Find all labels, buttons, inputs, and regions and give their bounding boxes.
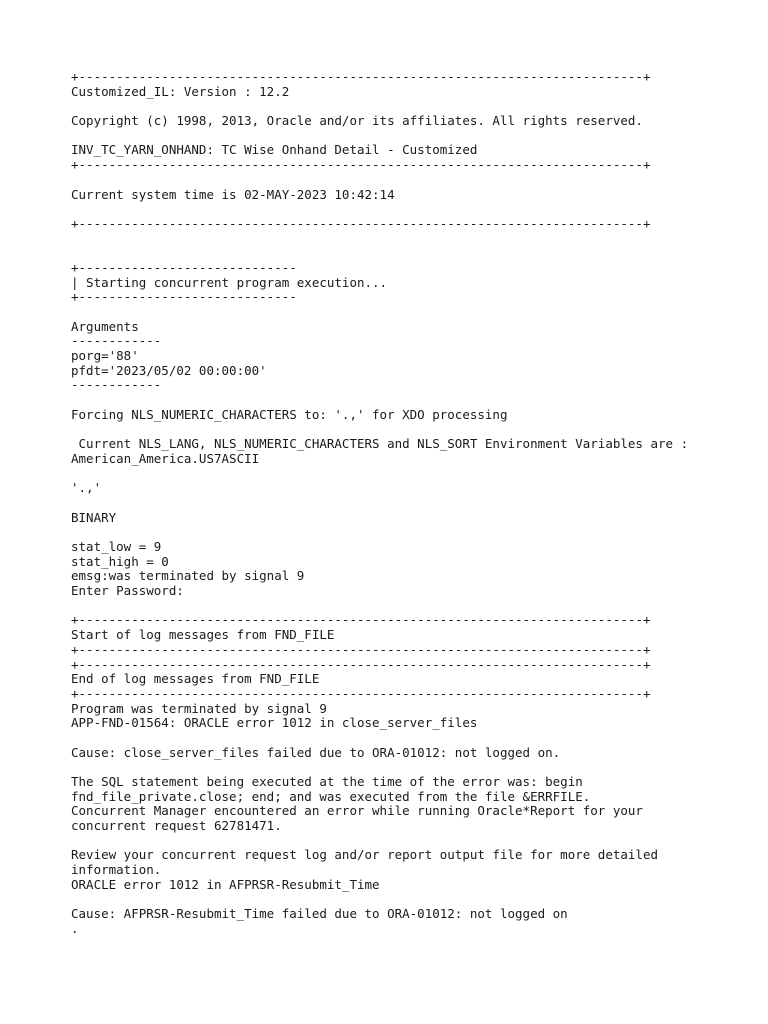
log-line: +---------------------------------------------------------------------------+	[71, 641, 651, 657]
log-line: fnd_file_private.close; end; and was executed from the file &ERRFILE.	[71, 788, 591, 804]
log-line: American_America.US7ASCII	[71, 450, 260, 466]
blank-line	[71, 599, 751, 614]
log-line: BINARY	[71, 509, 117, 525]
log-line: Current NLS_LANG, NLS_NUMERIC_CHARACTERS and NLS_SORT Environment Variables are :	[71, 436, 689, 452]
concurrent-request-log	[71, 70, 751, 937]
log-line: ------------	[71, 333, 162, 349]
log-line: +---------------------------------------------------------------------------+	[71, 157, 651, 173]
log-line: '.,'	[71, 480, 102, 496]
log-line: +-----------------------------	[71, 289, 297, 305]
blank-line	[71, 393, 751, 408]
blank-line	[71, 232, 751, 247]
blank-line	[71, 525, 751, 540]
log-line: Arguments	[71, 318, 139, 334]
log-line: Program was terminated by signal 9	[71, 700, 327, 716]
log-line: pfdt='2023/05/02 00:00:00'	[71, 362, 267, 378]
blank-line	[71, 893, 751, 908]
log-line: Review your concurrent request log and/or report output file for more detailed	[71, 847, 658, 863]
log-line: Forcing NLS_NUMERIC_CHARACTERS to: '.,' for XDO processing	[71, 406, 508, 422]
blank-line	[71, 423, 751, 438]
blank-line	[71, 129, 751, 144]
log-line: concurrent request 62781471.	[71, 818, 282, 834]
log-line: +---------------------------------------------------------------------------+	[71, 69, 651, 84]
blank-line	[71, 99, 751, 114]
log-line: +-----------------------------	[71, 259, 297, 275]
log-line: Current system time is 02-MAY-2023 10:42:14	[71, 186, 395, 202]
blank-line	[71, 834, 751, 849]
log-line: .	[71, 920, 79, 936]
log-line: Cause: AFPRSR-Resubmit_Time failed due to ORA-01012: not logged on	[71, 906, 568, 922]
blank-line	[71, 496, 751, 511]
log-line: APP-FND-01564: ORACLE error 1012 in close_server_files	[71, 715, 478, 731]
blank-line	[71, 246, 751, 261]
log-line: Copyright (c) 1998, 2013, Oracle and/or its affiliates. All rights reserved.	[71, 113, 643, 129]
log-line: Cause: close_server_files failed due to ORA-01012: not logged on.	[71, 744, 561, 760]
log-line: emsg:was terminated by signal 9	[71, 568, 305, 584]
log-line: +---------------------------------------------------------------------------+	[71, 685, 651, 701]
log-line: +---------------------------------------------------------------------------+	[71, 612, 651, 628]
log-line: INV_TC_YARN_ONHAND: TC Wise Onhand Detail - Customized	[71, 142, 478, 158]
blank-line	[71, 202, 751, 217]
blank-line	[71, 305, 751, 320]
log-line: ------------	[71, 377, 162, 393]
log-line: +---------------------------------------------------------------------------+	[71, 215, 651, 231]
log-line: stat_high = 0	[71, 553, 169, 569]
blank-line	[71, 760, 751, 775]
blank-line	[71, 467, 751, 482]
log-line: Concurrent Manager encountered an error while running Oracle*Report for your	[71, 803, 643, 819]
log-line: Start of log messages from FND_FILE	[71, 627, 335, 643]
blank-line	[71, 173, 751, 188]
log-line: +---------------------------------------------------------------------------+	[71, 656, 651, 672]
log-line: Customized_IL: Version : 12.2	[71, 83, 290, 99]
log-line: Enter Password:	[71, 583, 184, 599]
blank-line	[71, 731, 751, 746]
log-line: porg='88'	[71, 348, 139, 364]
log-line: ORACLE error 1012 in AFPRSR-Resubmit_Time	[71, 876, 380, 892]
log-line: information.	[71, 862, 162, 878]
log-line: | Starting concurrent program execution...	[71, 274, 388, 290]
log-line: stat_low = 9	[71, 539, 162, 554]
log-line: The SQL statement being executed at the time of the error was: begin	[71, 774, 583, 789]
log-line: End of log messages from FND_FILE	[71, 671, 320, 687]
